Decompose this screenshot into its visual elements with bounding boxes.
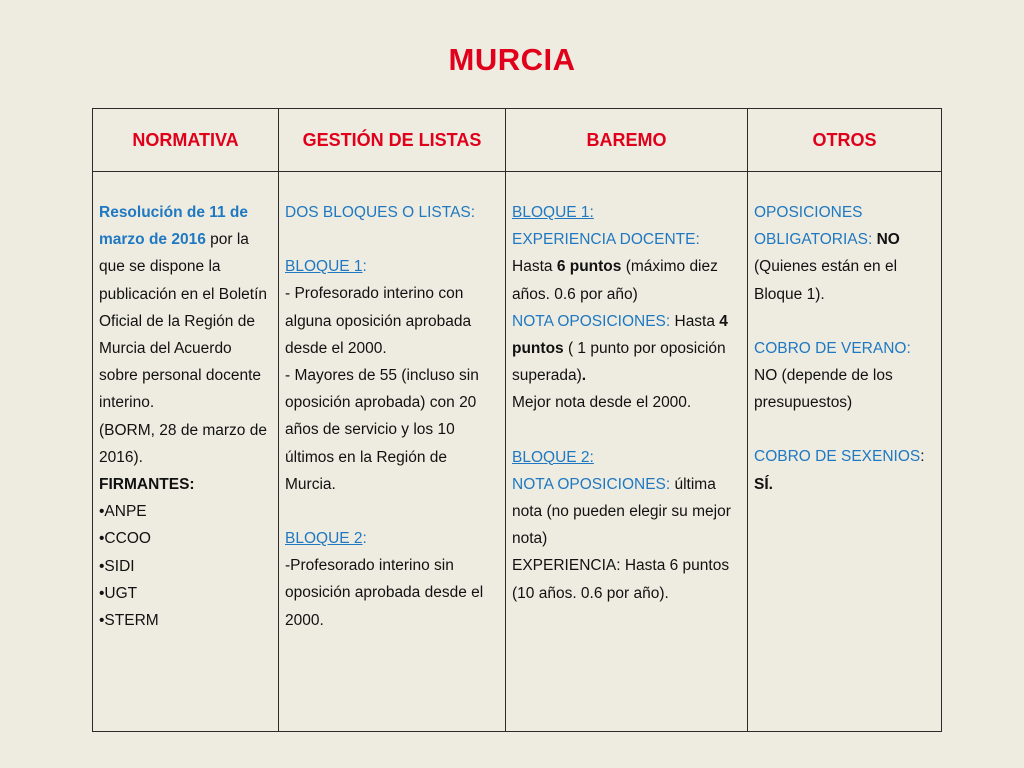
baremo-bloque2-label: BLOQUE 2: [512, 448, 594, 466]
firmante-item: •SIDI [99, 557, 135, 575]
oposiciones-label: OPOSICIONES OBLIGATORIAS: [754, 204, 873, 249]
firmante-item: •STERM [99, 612, 159, 630]
baremo-experiencia2: EXPERIENCIA: Hasta 6 puntos (10 años. 0.6 por año). [512, 557, 730, 602]
gestion-bloque1-item: - Profesorado interino con alguna oposición aprobada desde el 2000. [285, 285, 472, 357]
experiencia-detail: (máximo diez años. 0.6 por año) [512, 258, 718, 303]
otros-sexenios [754, 443, 935, 470]
nota-points: 4 puntos [512, 312, 728, 358]
nota-dot: . [581, 367, 587, 385]
header-row [93, 109, 942, 172]
nota-prefix: Hasta [670, 312, 720, 330]
gestion-bloque1-label: BLOQUE 1 [285, 258, 363, 276]
firmante-item: •UGT [99, 584, 138, 602]
baremo-experiencia [512, 253, 741, 307]
otros-oposiciones [754, 199, 935, 253]
cell-normativa [93, 172, 279, 732]
firmante-item: •ANPE [99, 503, 147, 521]
nota2-label: NOTA OPOSICIONES: [512, 475, 671, 493]
gestion-bloque1-colon: : [362, 258, 367, 276]
cell-baremo [506, 172, 748, 732]
baremo-mejor: Mejor nota desde el 2000. [512, 394, 692, 412]
gestion-bloque2-item: -Profesorado interino sin oposición aprobada desde el 2000. [285, 557, 484, 629]
content-row [93, 172, 942, 732]
normativa-resolucion [99, 199, 272, 417]
gestion-intro: DOS BLOQUES O LISTAS: [285, 204, 476, 221]
gestion-bloque1-item: - Mayores de 55 (incluso sin oposición aprobada) con 20 años de servicio y los 10 últimos en la Región de Murcia. [285, 367, 479, 493]
firmante-item: •CCOO [99, 530, 151, 548]
gestion-bloque2-heading [285, 525, 499, 552]
baremo-nota [512, 308, 741, 390]
verano-label: COBRO DE VERANO: [754, 339, 911, 357]
header-normativa: NORMATIVA [93, 109, 279, 172]
experiencia-prefix: Hasta [512, 258, 557, 276]
oposiciones-note: (Quienes están en el Bloque 1). [754, 258, 898, 303]
murcia-table [92, 108, 942, 732]
header-gestion: GESTIÓN DE LISTAS [279, 109, 506, 172]
resolucion-description: por la que se dispone la publicación en el Boletín Oficial de la Región de Murcia del Acuerdo sobre personal docente interino. [99, 231, 268, 412]
gestion-bloque1-heading [285, 253, 499, 280]
gestion-bloque2-colon: : [362, 530, 367, 548]
page-title: MURCIA [448, 42, 576, 77]
baremo-bloque1-label: BLOQUE 1: [512, 204, 594, 221]
resolucion-date: Resolución de 11 de marzo de 2016 [99, 204, 249, 249]
normativa-borm: (BORM, 28 de marzo de 2016). [99, 421, 267, 466]
cell-otros [748, 172, 942, 732]
firmantes-label: FIRMANTES: [99, 476, 195, 494]
sexenios-value: SÍ. [754, 475, 773, 493]
gestion-bloque2-label: BLOQUE 2 [285, 530, 363, 548]
oposiciones-value: NO [872, 231, 900, 249]
header-otros: OTROS [748, 109, 942, 172]
experiencia-points: 6 puntos [556, 258, 622, 276]
cell-gestion [279, 172, 506, 732]
verano-value: NO (depende de los presupuestos) [754, 367, 893, 412]
nota-detail: ( 1 punto por oposición superada) [512, 340, 726, 385]
baremo-experiencia-label: EXPERIENCIA DOCENTE: [512, 231, 700, 249]
nota2-text: última nota (no pueden elegir su mejor nota) [512, 475, 731, 548]
sexenios-colon: : [920, 448, 925, 466]
sexenios-label: COBRO DE SEXENIOS [754, 448, 921, 466]
nota-label: NOTA OPOSICIONES: [512, 312, 671, 330]
baremo-nota2 [512, 471, 741, 553]
header-baremo: BAREMO [506, 109, 748, 172]
